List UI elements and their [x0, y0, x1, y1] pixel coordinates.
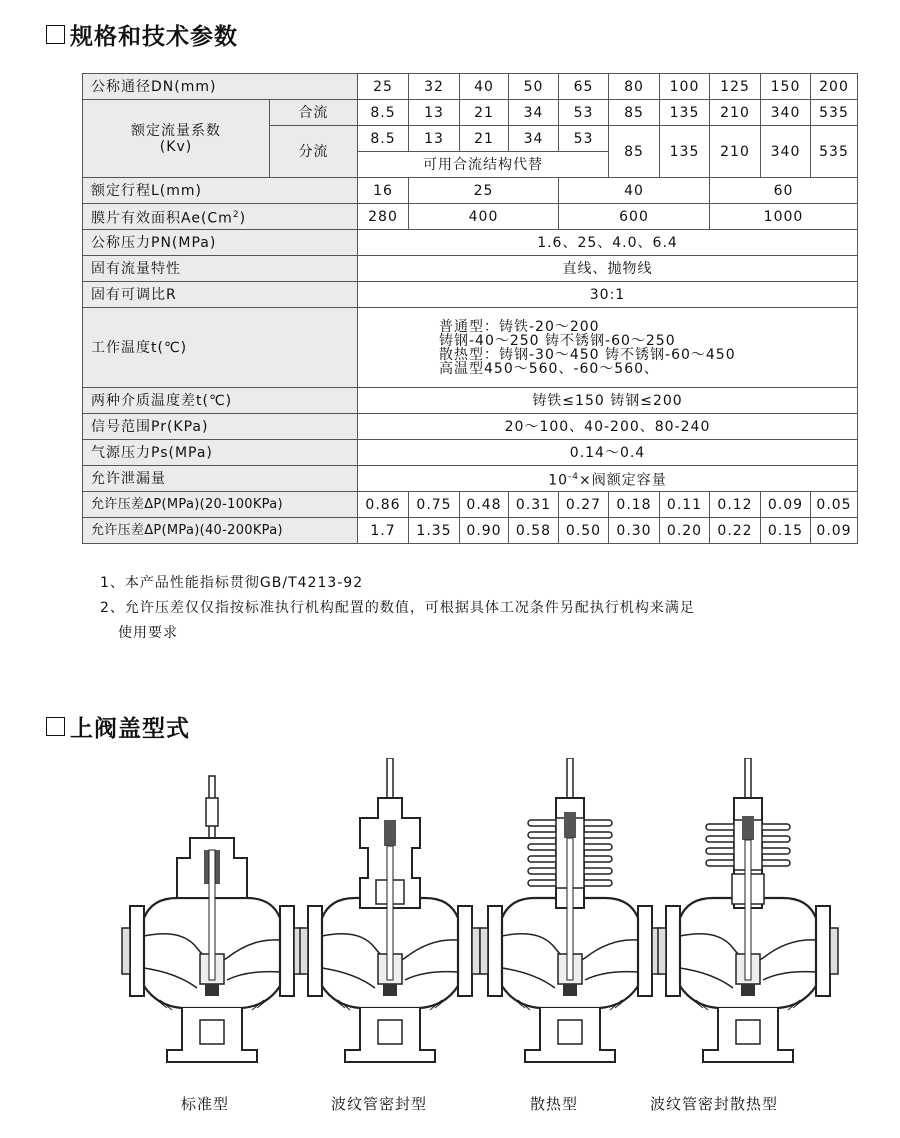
leak-value [358, 466, 858, 492]
merge-kv: 210 [710, 100, 761, 126]
dn-value: 80 [609, 74, 660, 100]
row-dp1 [83, 492, 858, 518]
flow-char-label: 固有流量特性 [83, 256, 358, 282]
section-title-text: 规格和技术参数 [70, 24, 238, 50]
split-kv: 34 [509, 126, 559, 152]
air-value: 0.14～0.4 [358, 440, 858, 466]
merge-kv: 8.5 [358, 100, 409, 126]
dp1-value: 0.11 [660, 492, 710, 518]
temp-value [358, 308, 858, 388]
split-kv: 135 [660, 126, 710, 178]
merge-label: 合流 [270, 100, 358, 126]
dp1-value: 0.75 [409, 492, 460, 518]
dp2-value: 1.35 [409, 518, 460, 544]
split-kv: 210 [710, 126, 761, 178]
area-value: 280 [358, 204, 409, 230]
row-stroke [83, 178, 858, 204]
stroke-label: 额定行程L(mm) [83, 178, 358, 204]
signal-label: 信号范围Pr(KPa) [83, 414, 358, 440]
checkbox-square-icon [46, 25, 65, 44]
valve-radiator-drawing [480, 758, 660, 1062]
checkbox-square-icon [46, 717, 65, 736]
caption-bellows: 波纹管密封型 [331, 1095, 428, 1113]
valve-bellows-radiator-drawing [658, 758, 838, 1062]
section-title-text: 上阀盖型式 [70, 716, 190, 742]
dp2-value: 0.09 [811, 518, 858, 544]
stroke-value: 40 [559, 178, 710, 204]
signal-value: 20～100、40-200、80-240 [358, 414, 858, 440]
dp2-value: 0.58 [509, 518, 559, 544]
dp1-value: 0.31 [509, 492, 559, 518]
temp-line: 散热型：铸钢-30～450 铸不锈钢-60～450 [439, 346, 736, 363]
dp2-value: 0.15 [761, 518, 811, 544]
merge-kv: 135 [660, 100, 710, 126]
split-kv: 8.5 [358, 126, 409, 152]
merge-kv: 13 [409, 100, 460, 126]
section-title-bonnet [46, 710, 190, 743]
pn-label: 公称压力PN(MPa) [83, 230, 358, 256]
dn-value: 50 [509, 74, 559, 100]
section-title-specs [46, 18, 238, 51]
dn-value: 100 [660, 74, 710, 100]
row-media [83, 388, 858, 414]
dp1-value: 0.12 [710, 492, 761, 518]
area-label-prefix: 膜片有效面积Ae(Cm [91, 210, 233, 227]
caption-bellows-radiator: 波纹管密封散热型 [650, 1095, 779, 1113]
row-dp2 [83, 518, 858, 544]
split-kv: 85 [609, 126, 660, 178]
kv-label-line1: 额定流量系数 [131, 122, 221, 139]
row-temp [83, 308, 858, 388]
area-value: 400 [409, 204, 559, 230]
split-label: 分流 [270, 126, 358, 178]
area-label-sup: 2 [232, 209, 240, 220]
row-signal [83, 414, 858, 440]
flow-char-value: 直线、抛物线 [358, 256, 858, 282]
kv-label-line2: (Kv) [159, 138, 193, 155]
media-label: 两种介质温度差t(℃) [83, 388, 358, 414]
split-kv: 53 [559, 126, 609, 152]
row-air [83, 440, 858, 466]
temp-line: 普通型：铸铁-20～200 [439, 318, 600, 335]
split-kv: 13 [409, 126, 460, 152]
merge-kv: 53 [559, 100, 609, 126]
dn-label: 公称通径DN(mm) [83, 74, 358, 100]
area-label-suffix: ) [239, 210, 247, 227]
dn-value: 65 [559, 74, 609, 100]
merge-kv: 21 [460, 100, 509, 126]
dp2-value: 0.30 [609, 518, 660, 544]
pn-value: 1.6、25、4.0、6.4 [358, 230, 858, 256]
row-kv-merge [83, 100, 858, 126]
dp1-value: 0.18 [609, 492, 660, 518]
split-note: 可用合流结构代替 [358, 152, 609, 178]
merge-kv: 535 [811, 100, 858, 126]
dp1-label: 允许压差ΔP(MPa)(20-100KPa) [83, 492, 358, 518]
row-flow-char [83, 256, 858, 282]
notes [100, 571, 695, 646]
valve-standard-drawing [122, 776, 302, 1062]
stroke-value: 60 [710, 178, 858, 204]
leak-prefix: 10 [548, 472, 569, 489]
caption-standard: 标准型 [181, 1095, 230, 1113]
row-dn [83, 74, 858, 100]
row-range [83, 282, 858, 308]
air-label: 气源压力Ps(MPa) [83, 440, 358, 466]
media-value: 铸铁≤150 铸钢≤200 [358, 388, 858, 414]
dp2-value: 0.22 [710, 518, 761, 544]
spec-table [82, 73, 858, 544]
dp2-value: 1.7 [358, 518, 409, 544]
dp1-value: 0.27 [559, 492, 609, 518]
caption-radiator: 散热型 [530, 1095, 579, 1113]
area-value: 600 [559, 204, 710, 230]
dp1-value: 0.05 [811, 492, 858, 518]
dn-value: 150 [761, 74, 811, 100]
dp1-value: 0.48 [460, 492, 509, 518]
split-kv: 535 [811, 126, 858, 178]
temp-label: 工作温度t(℃) [83, 308, 358, 388]
split-kv: 21 [460, 126, 509, 152]
note-2-continued: 使用要求 [118, 625, 178, 641]
dn-value: 40 [460, 74, 509, 100]
area-label [83, 204, 358, 230]
valve-bellows-drawing [300, 758, 480, 1062]
dp2-label: 允许压差ΔP(MPa)(40-200KPa) [83, 518, 358, 544]
merge-kv: 85 [609, 100, 660, 126]
merge-kv: 340 [761, 100, 811, 126]
dp2-value: 0.20 [660, 518, 710, 544]
split-kv: 340 [761, 126, 811, 178]
range-label: 固有可调比R [83, 282, 358, 308]
dp2-value: 0.90 [460, 518, 509, 544]
note-2: 2、允许压差仅仅指按标准执行机构配置的数值，可根据具体工况条件另配执行机构来满足 [100, 600, 695, 616]
dn-value: 125 [710, 74, 761, 100]
dp1-value: 0.09 [761, 492, 811, 518]
dn-value: 200 [811, 74, 858, 100]
row-pn [83, 230, 858, 256]
dp2-value: 0.50 [559, 518, 609, 544]
dn-value: 25 [358, 74, 409, 100]
dn-value: 32 [409, 74, 460, 100]
leak-sup: -4 [568, 471, 580, 482]
kv-label [83, 100, 270, 178]
merge-kv: 34 [509, 100, 559, 126]
stroke-value: 16 [358, 178, 409, 204]
temp-line: 高温型450～560、-60～560、 [439, 360, 660, 377]
note-1: 1、本产品性能指标贯彻GB/T4213-92 [100, 575, 364, 591]
row-area [83, 204, 858, 230]
row-leak [83, 466, 858, 492]
area-value: 1000 [710, 204, 858, 230]
valve-drawings [0, 758, 900, 1078]
dp1-value: 0.86 [358, 492, 409, 518]
stroke-value: 25 [409, 178, 559, 204]
leak-suffix: ×阀额定容量 [579, 472, 667, 489]
temp-line: 铸钢-40～250 铸不锈钢-60～250 [439, 332, 676, 349]
range-value: 30:1 [358, 282, 858, 308]
leak-label: 允许泄漏量 [83, 466, 358, 492]
